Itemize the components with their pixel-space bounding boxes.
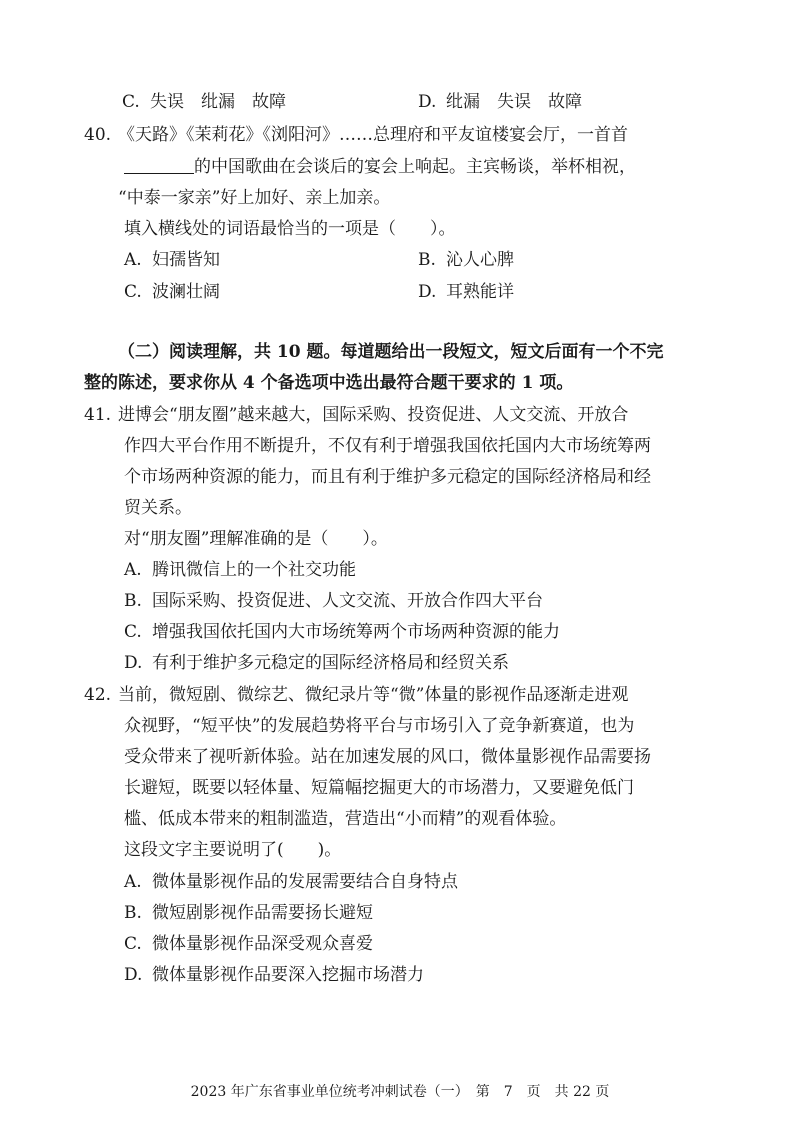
- q42-option-d: [124, 964, 424, 986]
- option-label: C.: [124, 282, 142, 302]
- q40-stem-text: 的中国歌曲在会谈后的宴会上响起。主宾畅谈，举杯相祝，: [194, 157, 636, 177]
- option-label: C.: [124, 622, 142, 642]
- option-label: D.: [418, 92, 437, 112]
- option-text: 国际采购、投资促进、人文交流、开放合作四大平台: [152, 591, 543, 611]
- q42-option-c: [124, 933, 373, 955]
- section-heading: 整的陈述，要求你从 4 个备选项中选出最符合题干要求的 1 项。: [84, 373, 574, 393]
- q41-stem-line: 个市场两种资源的能力，而且有利于维护多元稳定的国际经济格局和经: [124, 467, 651, 487]
- q42-stem-line: 当前，微短剧、微综艺、微纪录片等“微”体量的影视作品逐渐走进观: [118, 685, 629, 705]
- q42-option-b: [124, 902, 373, 924]
- option-label: D.: [124, 965, 143, 985]
- q42-stem-line: 众视野，“短平快”的发展趋势将平台与市场引入了竞争新赛道，也为: [124, 716, 635, 736]
- option-text: 妇孺皆知: [152, 250, 220, 270]
- q40-prompt: 填入横线处的词语最恰当的一项是（ ）。: [124, 219, 456, 239]
- option-label: C.: [124, 934, 142, 954]
- q41-stem-line: 贸关系。: [124, 498, 192, 518]
- q42-stem-line: 槛、低成本带来的粗制滥造，营造出“小而精”的观看体验。: [124, 809, 567, 829]
- option-label: B.: [124, 903, 142, 923]
- q40-stem-line: “中泰一家亲”好上加好、亲上加亲。: [118, 188, 391, 208]
- q41-option-c: [124, 621, 560, 643]
- q42-option-a: [124, 871, 458, 893]
- option-text: 微短剧影视作品需要扬长避短: [152, 903, 373, 923]
- option-label: B.: [418, 250, 436, 270]
- question-number: 42.: [84, 685, 112, 705]
- q41-option-a: [124, 559, 356, 581]
- section-heading: （二）阅读理解，共 10 题。每道题给出一段短文，短文后面有一个不完: [118, 342, 664, 362]
- option-label: A.: [124, 560, 142, 580]
- question-number: 41.: [84, 405, 112, 425]
- option-text: 微体量影视作品要深入挖掘市场潜力: [152, 965, 424, 985]
- option-text: 纰漏 失误 故障: [446, 92, 582, 112]
- q40-option-c: [124, 281, 220, 303]
- q39-option-c: [122, 91, 286, 113]
- option-text: 增强我国依托国内大市场统筹两个市场两种资源的能力: [152, 622, 560, 642]
- option-label: D.: [124, 653, 143, 673]
- option-label: A.: [124, 250, 142, 270]
- option-text: 微体量影视作品的发展需要结合自身特点: [152, 872, 458, 892]
- q40-option-b: [418, 249, 514, 271]
- option-label: B.: [124, 591, 142, 611]
- fill-in-blank: [124, 157, 194, 174]
- option-text: 有利于维护多元稳定的国际经济格局和经贸关系: [152, 653, 509, 673]
- q40-option-a: [124, 249, 220, 271]
- q42-stem-line: 长避短，既要以轻体量、短篇幅挖掘更大的市场潜力，又要避免低门: [124, 778, 634, 798]
- q41-stem-line: 作四大平台作用不断提升，不仅有利于增强我国依托国内大市场统筹两: [124, 436, 651, 456]
- q40-stem-line: 《天路》《茉莉花》《浏阳河》……总理府和平友谊楼宴会厅，一首首: [118, 125, 628, 145]
- option-text: 耳熟能详: [446, 282, 514, 302]
- option-text: 失误 纰漏 故障: [150, 92, 286, 112]
- q42-stem-line: 受众带来了视听新体验。站在加速发展的风口，微体量影视作品需要扬: [124, 747, 651, 767]
- q40-option-d: [418, 281, 514, 303]
- q41-prompt: 对“朋友圈”理解准确的是（ ）。: [124, 529, 388, 549]
- option-label: A.: [124, 872, 142, 892]
- q39-option-d: [418, 91, 582, 113]
- question-number: 40.: [84, 125, 112, 145]
- option-text: 腾讯微信上的一个社交功能: [152, 560, 356, 580]
- option-text: 波澜壮阔: [152, 282, 220, 302]
- q40-stem-line: [124, 156, 636, 178]
- option-text: 沁人心脾: [446, 250, 514, 270]
- option-label: D.: [418, 282, 437, 302]
- q42-prompt: 这段文字主要说明了( )。: [124, 840, 342, 860]
- page-footer: 2023 年广东省事业单位统考冲刺试卷（一） 第 7 页 共 22 页: [190, 1084, 610, 1100]
- q41-stem-line: 进博会“朋友圈”越来越大，国际采购、投资促进、人文交流、开放合: [118, 405, 629, 425]
- q41-option-d: [124, 652, 509, 674]
- option-text: 微体量影视作品深受观众喜爱: [152, 934, 373, 954]
- option-label: C.: [122, 92, 140, 112]
- q41-option-b: [124, 590, 543, 612]
